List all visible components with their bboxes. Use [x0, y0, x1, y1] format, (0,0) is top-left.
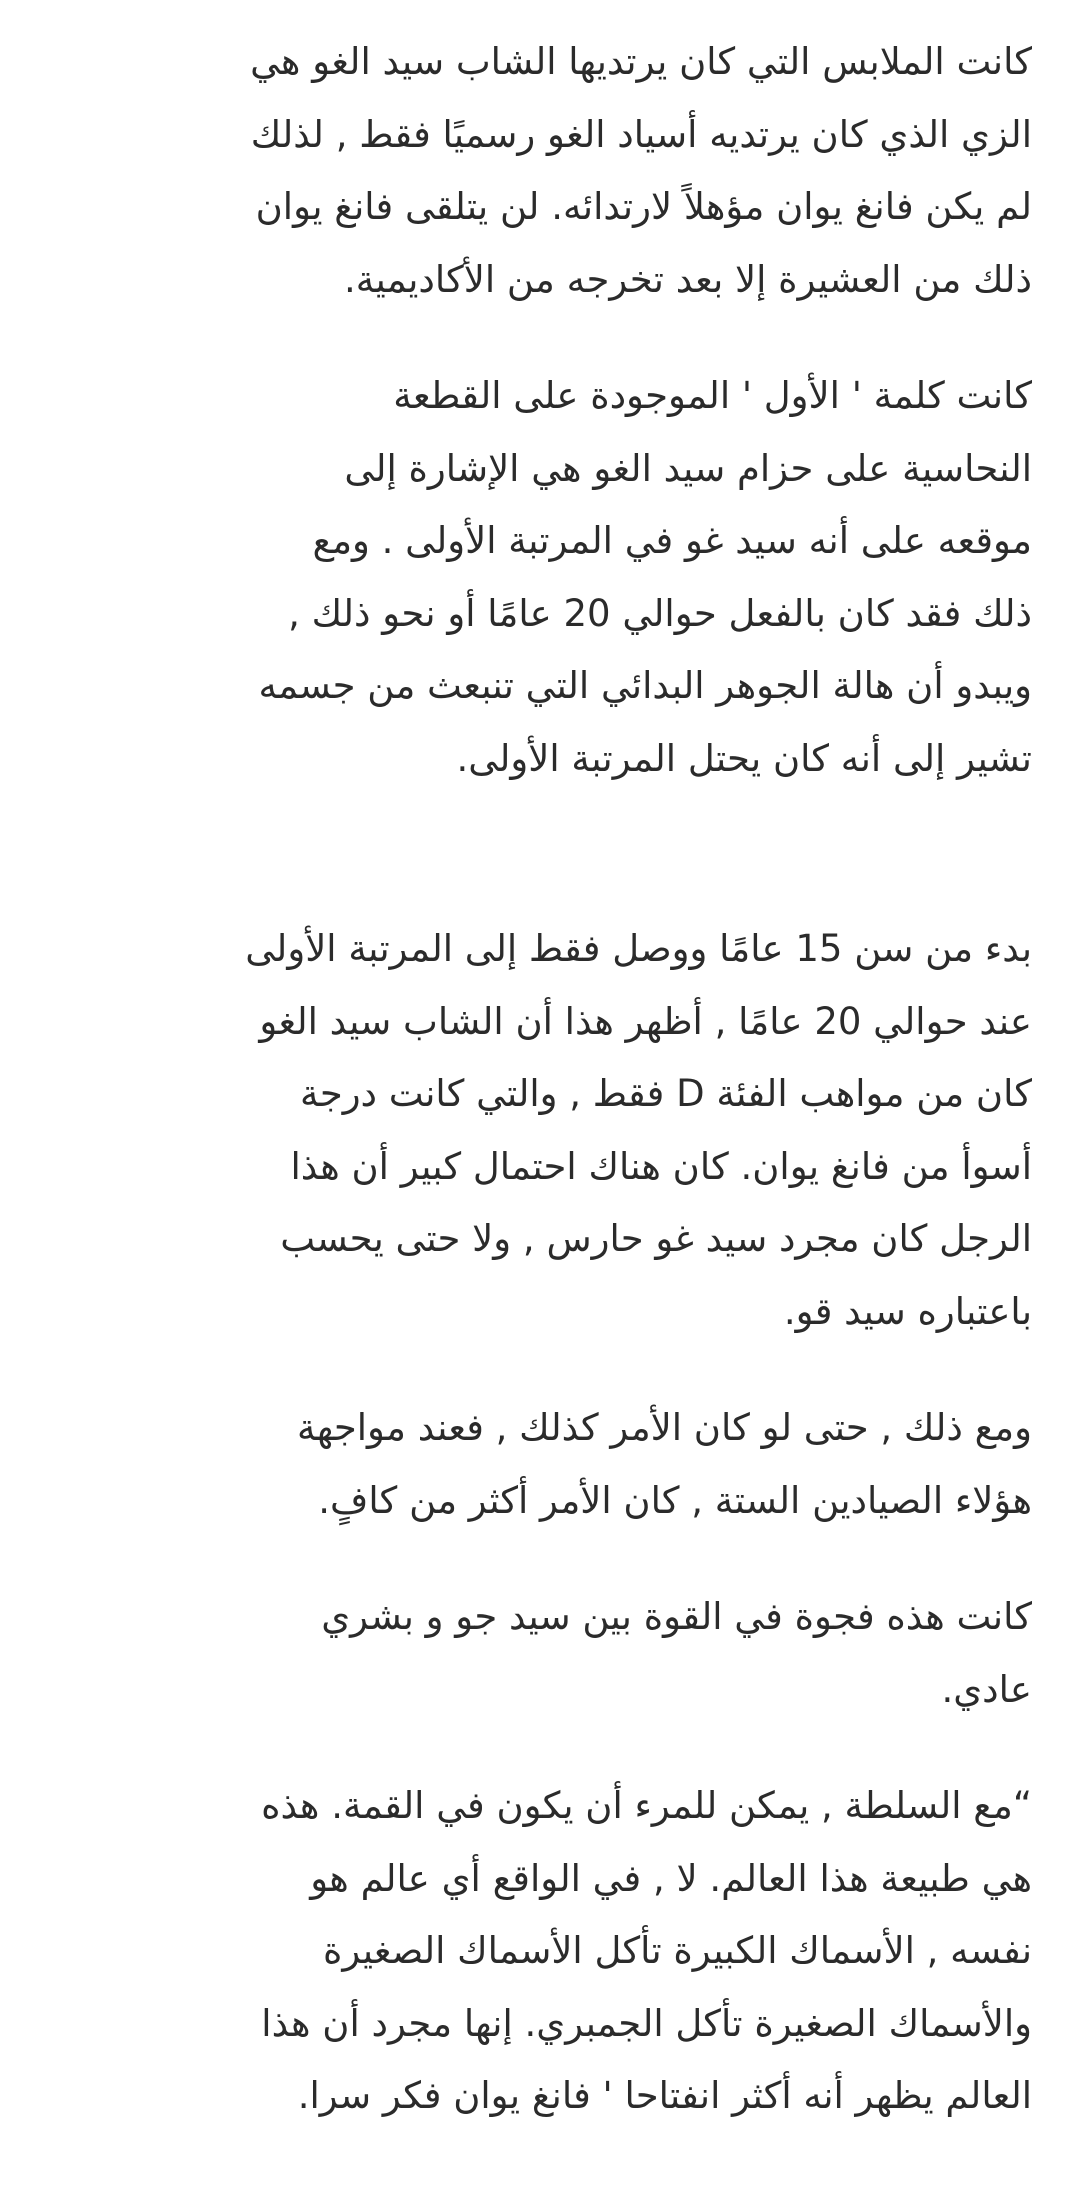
text-line: كان من مواهب الفئة D فقط , والتي كانت درجة — [299, 1072, 1032, 1115]
text-line: الزي الذي كان يرتديه أسياد الغو رسميًا فقط , لذلك — [250, 112, 1032, 156]
text-line: عادي. — [941, 1667, 1032, 1711]
paragraph-6 — [46, 1770, 1032, 2133]
text-line: ويبدو أن هالة الجوهر البدائي التي تنبعث من جسمه — [258, 664, 1032, 707]
text-line: هي طبيعة هذا العالم. لا , في الواقع أي عالم هو — [310, 1856, 1032, 1900]
text-line: موقعه على أنه سيد غو في المرتبة الأولى . ومع — [312, 519, 1032, 562]
text-line: هؤلاء الصيادين الستة , كان الأمر أكثر من كافٍ. — [318, 1478, 1032, 1522]
text-line: “مع السلطة , يمكن للمرء أن يكون في القمة. هذه — [261, 1784, 1032, 1827]
text-line: النحاسية على حزام سيد الغو هي الإشارة إلى — [344, 446, 1032, 490]
paragraph-2 — [46, 360, 1032, 795]
text-line: ذلك فقد كان بالفعل حوالي 20 عامًا أو نحو ذلك , — [288, 591, 1032, 635]
text-line: كانت كلمة ' الأول ' الموجودة على القطعة — [393, 374, 1032, 417]
paragraph-4 — [46, 1392, 1032, 1537]
text-line: العالم يظهر أنه أكثر انفتاحا ' فانغ يوان فكر سرا. — [297, 2074, 1032, 2117]
text-line: باعتباره سيد قو. — [783, 1289, 1032, 1333]
text-line: أسوأ من فانغ يوان. كان هناك احتمال كبير أن هذا — [290, 1144, 1032, 1188]
text-line: كانت هذه فجوة في القوة بين سيد جو و بشري — [321, 1595, 1032, 1638]
text-line: تشير إلى أنه كان يحتل المرتبة الأولى. — [456, 736, 1032, 780]
paragraph-5 — [46, 1581, 1032, 1726]
text-line: لم يكن فانغ يوان مؤهلاً لارتدائه. لن يتلقى فانغ يوان — [255, 185, 1032, 228]
text-line: بدء من سن 15 عامًا ووصل فقط إلى المرتبة الأولى — [245, 927, 1032, 970]
text-line: والأسماك الصغيرة تأكل الجمبري. إنها مجرد أن هذا — [261, 2001, 1032, 2045]
text-line: الرجل كان مجرد سيد غو حارس , ولا حتى يحسب — [280, 1217, 1032, 1260]
text-line: عند حوالي 20 عامًا , أظهر هذا أن الشاب سيد الغو — [259, 999, 1032, 1043]
text-line: كانت الملابس التي كان يرتديها الشاب سيد الغو هي — [250, 40, 1032, 83]
text-line: ذلك من العشيرة إلا بعد تخرجه من الأكاديمية. — [343, 257, 1032, 301]
paragraph-3 — [46, 913, 1032, 1348]
text-line: نفسه , الأسماك الكبيرة تأكل الأسماك الصغيرة — [322, 1929, 1032, 1972]
text-line: ومع ذلك , حتى لو كان الأمر كذلك , فعند مواجهة — [297, 1406, 1032, 1449]
paragraph-1 — [46, 26, 1032, 316]
